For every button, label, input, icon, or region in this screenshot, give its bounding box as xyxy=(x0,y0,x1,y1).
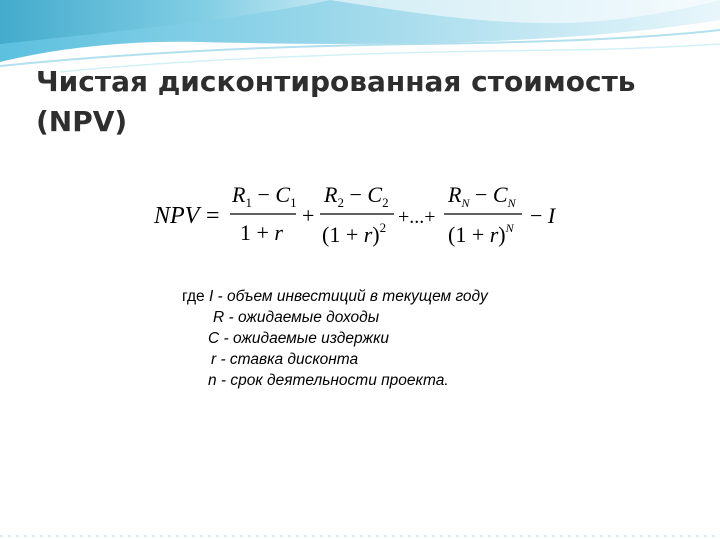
npv-formula xyxy=(150,174,580,256)
term2-numerator: $R_2 - C_2$ xyxy=(324,182,389,210)
legend-line-investment xyxy=(182,286,488,307)
slide-title xyxy=(36,62,696,142)
legend-definition: I - объем инвестиций в текущем году xyxy=(208,288,488,305)
legend-line-revenue: R - ожидаемые доходы xyxy=(213,309,380,326)
legend-line-costs: C - ожидаемые издержки xyxy=(208,330,390,347)
variable-legend xyxy=(182,286,488,391)
formula-plus-1: + xyxy=(302,203,315,228)
legend-line-term: n - срок деятельности проекта. xyxy=(208,372,449,389)
term1-numerator: $R_1 - C_1$ xyxy=(232,182,297,210)
formula-plus-ellipsis: +...+ xyxy=(398,206,436,228)
term1-denominator: 1 + r xyxy=(240,220,283,245)
termN-denominator: $(1 + r)^N$ xyxy=(448,221,514,247)
formula-minus-investment: − I xyxy=(530,203,556,228)
termN-numerator: $R_N - C_N$ xyxy=(448,182,516,210)
title-line-1: Чистая дисконтированная стоимость xyxy=(36,65,636,98)
bottom-dotted-rule xyxy=(0,528,720,540)
formula-lhs: NPV xyxy=(154,203,200,229)
formula-equals: = xyxy=(206,203,220,229)
term2-denominator: $(1 + r)^2$ xyxy=(322,220,387,247)
legend-line-rate: r - ставка дисконта xyxy=(211,351,359,368)
legend-lead-word: где xyxy=(182,288,209,305)
title-line-2: (NPV) xyxy=(36,105,128,138)
